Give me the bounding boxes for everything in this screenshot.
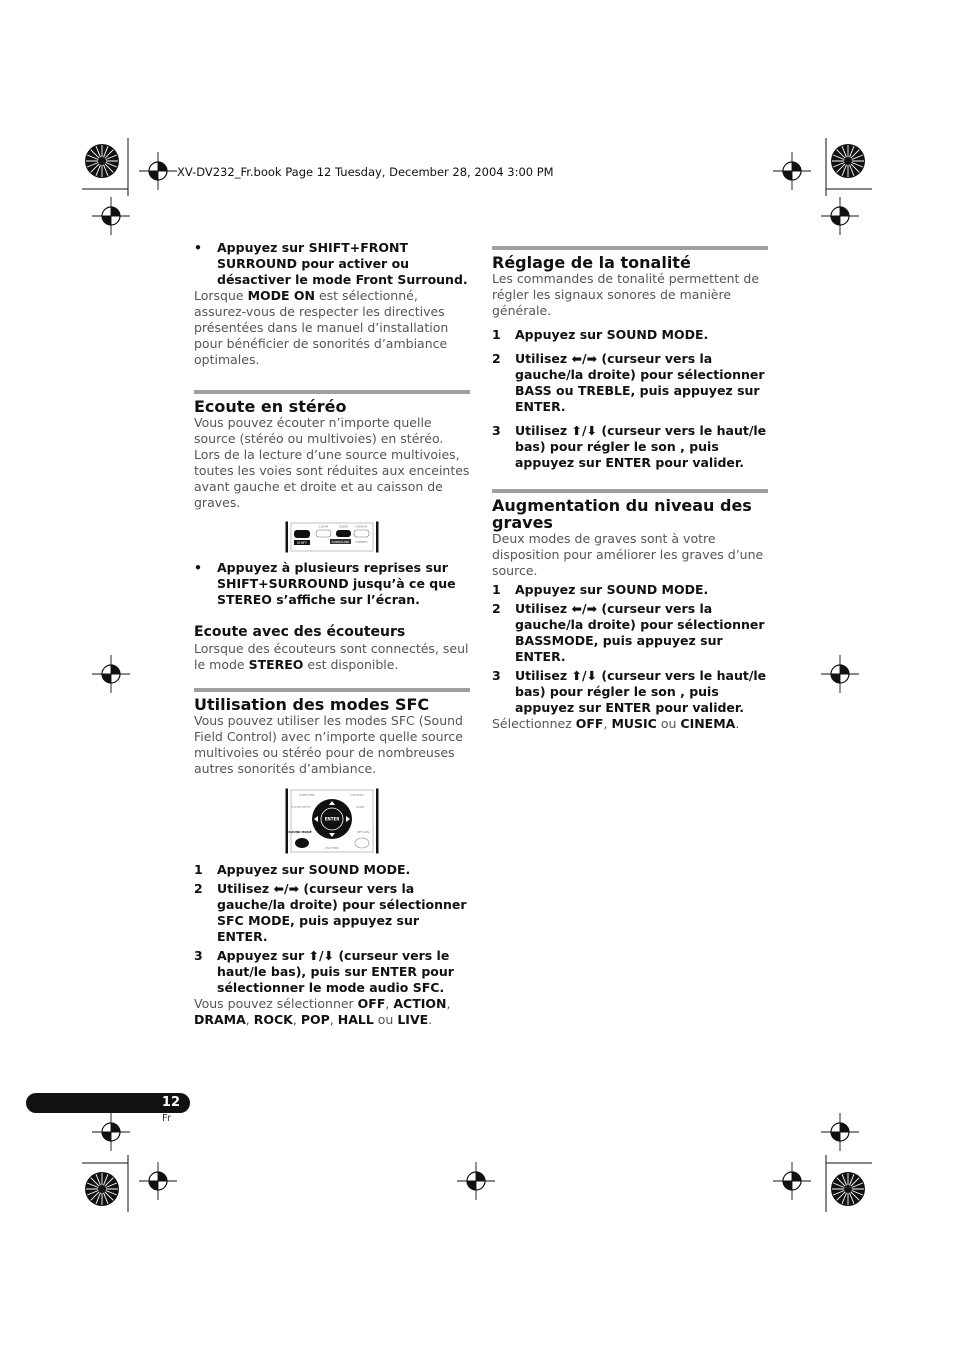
remote-cursor-illustration	[285, 788, 379, 854]
bullet-dot: •	[194, 560, 202, 575]
stereo-instruction: Appuyez à plusieurs reprises sur SHIFT+SURROUND jusqu’à ce que STEREO s’affiche sur l’écran.	[217, 560, 456, 607]
section-rule	[492, 489, 768, 493]
tone-step-1: 1 Appuyez sur SOUND MODE.	[492, 327, 709, 342]
left-column	[194, 240, 470, 1028]
sfc-section-title: Utilisation des modes SFC	[194, 695, 430, 714]
enter-key-label: ENTER	[324, 816, 340, 822]
sfc-step-2: 2 Utilisez ⬅/➡ (curseur vers la gauche/la droite) pour sélectionner SFC MODE, puis appuyez sur ENTER.	[194, 881, 467, 944]
guide-label: GUIDE	[355, 806, 365, 809]
headphones-section-text: Lorsque des écouteurs sont connectés, seul le mode STEREO est disponible.	[194, 641, 469, 672]
tone-step-3: 3 Utilisez ⬆/⬇ (curseur vers le haut/le bas) pour régler le son , puis appuyez sur ENTER pour valider.	[492, 423, 767, 470]
sfc-options: Vous pouvez sélectionner OFF, ACTION, DRAMA, ROCK, POP, HALL ou LIVE.	[194, 996, 451, 1027]
page-number: 12	[161, 1095, 180, 1110]
sleep-key-label: SLEEP	[338, 524, 349, 529]
right-column	[492, 246, 768, 732]
section-rule	[492, 246, 768, 250]
page-language: Fr	[162, 1113, 172, 1124]
home-menu-label: HOME MENU	[298, 794, 316, 797]
stereo-bullet	[194, 560, 470, 608]
book-header: XV-DV232_Fr.book Page 12 Tuesday, December 28, 2004 3:00 PM	[177, 165, 554, 179]
return-key-label: RETURN	[356, 830, 370, 834]
mode-on-note: Lorsque MODE ON est sélectionné, assurez-vous de respecter les directives présentées dans le manuel d’installation pour bénéficier de sonorités d’ambiance optimales.	[194, 288, 449, 367]
display-key-label: DISPLAY	[355, 524, 368, 529]
bass-step-1: 1 Appuyez sur SOUND MODE.	[492, 582, 709, 597]
bass-section-title: Augmentation du niveau des graves	[492, 496, 752, 532]
system-setup-label: SYSTEM SETUP	[291, 806, 311, 809]
stereo-key-label: STEREO	[355, 539, 368, 544]
sound-mode-key-label: SOUND MODE	[288, 830, 312, 834]
bass-options: Sélectionnez OFF, MUSIC ou CINEMA.	[492, 716, 740, 731]
disp-menu-label: DISP MENU	[324, 847, 340, 850]
tone-section-text: Les commandes de tonalité permettent de régler les signaux sonores de manière générale.	[492, 271, 760, 318]
front-surround-bullet	[194, 240, 470, 288]
headphones-section-title: Ecoute avec des écouteurs	[194, 624, 406, 640]
bass-section-text: Deux modes de graves sont à votre disposition pour améliorer les graves d’une source.	[492, 531, 764, 578]
section-rule	[194, 390, 470, 394]
sfc-step-1: 1 Appuyez sur SOUND MODE.	[194, 862, 411, 877]
stereo-section-title: Ecoute en stéréo	[194, 397, 347, 416]
remote-surround-illustration	[285, 521, 379, 553]
tone-section-title: Réglage de la tonalité	[492, 253, 691, 272]
bass-step-3: 3 Utilisez ⬆/⬇ (curseur vers le haut/le bas) pour régler le son , puis appuyez sur ENTER pour valider.	[492, 668, 767, 715]
surround-key-label: SURROUND	[331, 539, 350, 544]
section-rule	[194, 688, 470, 692]
front-surround-instruction: Appuyez sur SHIFT+FRONT SURROUND pour activer ou désactiver le mode Front Surround.	[217, 240, 468, 287]
bass-step-2: 2 Utilisez ⬅/➡ (curseur vers la gauche/la droite) pour sélectionner BASSMODE, puis appuyez sur ENTER.	[492, 601, 765, 664]
bullet-dot: •	[194, 240, 202, 255]
sfc-section-text: Vous pouvez utiliser les modes SFC (Sound Field Control) avec n’importe quelle source multivoies ou stéréo pour de nombreuses autres sonorités d’ambiance.	[194, 713, 463, 776]
sfc-step-3: 3 Appuyez sur ⬆/⬇ (curseur vers le haut/le bas), puis sur ENTER pour sélectionner le mode audio SFC.	[194, 948, 454, 995]
shift-key-label: SHIFT	[296, 541, 308, 546]
clear-key-label: CLEAR	[318, 524, 329, 529]
top-menu-label: TOP MENU	[350, 794, 364, 797]
stereo-section-text: Vous pouvez écouter n’importe quelle source (stéréo ou multivoies) en stéréo. Lors de la lecture d’une source multivoies, toutes les voies sont réduites aux enceintes avant gauche et droite et au caisson de graves.	[194, 415, 470, 510]
tone-step-2: 2 Utilisez ⬅/➡ (curseur vers la gauche/la droite) pour sélectionner BASS ou TREBLE, puis appuyez sur ENTER.	[492, 351, 765, 414]
